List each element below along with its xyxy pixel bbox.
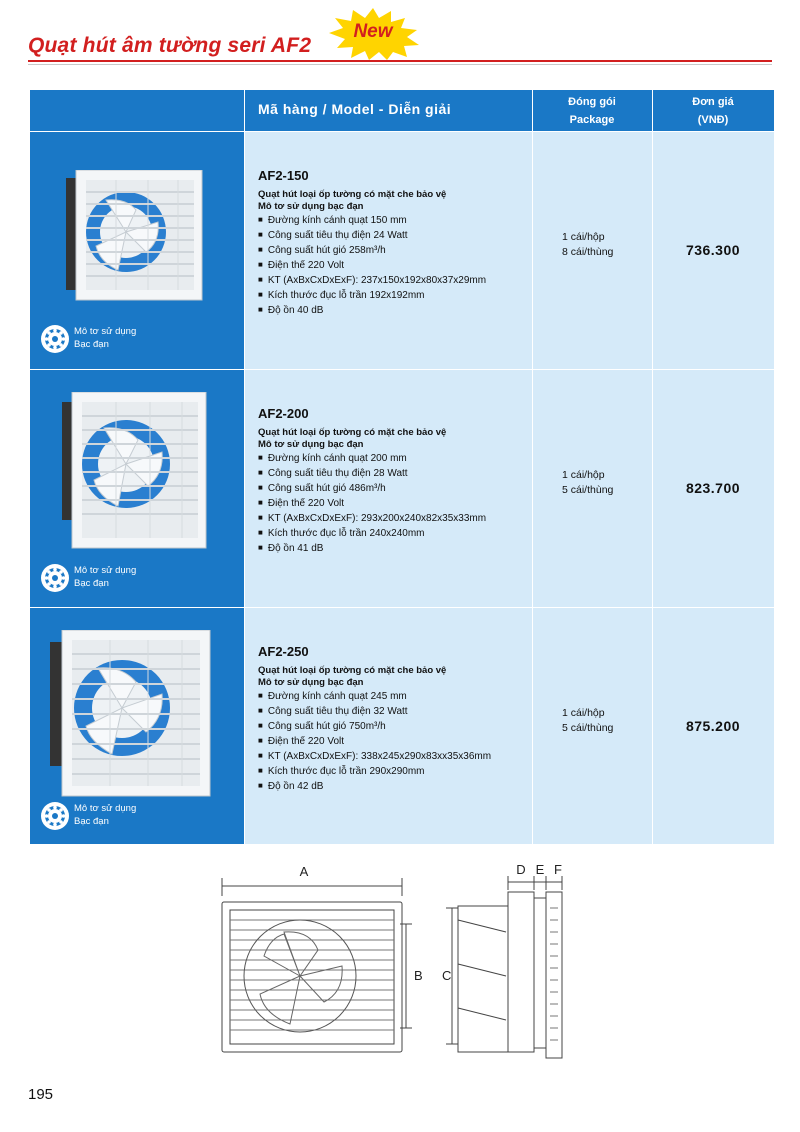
product-model: AF2-200 — [258, 406, 309, 421]
bearing-badge — [40, 322, 160, 362]
spec-item: ■ Kích thước đục lỗ trần 290x290mm — [258, 764, 491, 779]
spec-item: ■ Kích thước đục lỗ trần 240x240mm — [258, 526, 486, 541]
row-divider — [30, 607, 774, 608]
package-per-carton: 5 cái/thùng — [562, 484, 614, 496]
package-per-box: 1 cái/hộp — [562, 231, 605, 243]
column-divider — [244, 90, 245, 844]
dimension-label-d: D — [516, 862, 526, 877]
header-price — [652, 90, 774, 131]
product-description — [258, 189, 486, 318]
header-price-vi: Đơn giá — [692, 96, 734, 108]
package-per-box: 1 cái/hộp — [562, 469, 605, 481]
package-per-carton: 8 cái/thùng — [562, 246, 614, 258]
new-badge — [325, 8, 421, 60]
spec-item: ■ Độ ồn 41 dB — [258, 541, 486, 556]
header-price-unit: (VNĐ) — [697, 114, 729, 126]
product-row-af2-200 — [244, 370, 774, 607]
bearing-icon — [40, 801, 70, 831]
package-per-carton: 5 cái/thùng — [562, 722, 614, 734]
spec-item: ■ KT (AxBxCxDxExF): 338x245x290x83xx35x36mm — [258, 749, 491, 764]
dimension-label-f: F — [554, 862, 562, 877]
spec-item: ■ Đường kính cánh quạt 150 mm — [258, 213, 486, 228]
product-description — [258, 665, 491, 794]
dimension-label-c: C — [442, 968, 452, 983]
spec-item: ■ Điện thế 220 Volt — [258, 734, 491, 749]
spec-item: ■ Đường kính cánh quạt 200 mm — [258, 451, 486, 466]
bearing-label-line1: Mô tơ sử dụng — [74, 326, 137, 337]
description-line: Quạt hút loại ốp tường có mặt che bảo vệ — [258, 427, 447, 438]
bearing-text — [74, 325, 136, 351]
bearing-badge — [40, 561, 160, 601]
new-badge-label: New — [353, 21, 393, 42]
page-number: 195 — [28, 1086, 54, 1103]
bearing-text — [74, 564, 136, 590]
dimension-label-a: A — [299, 864, 309, 879]
column-divider — [532, 90, 533, 844]
description-line: Mô tơ sử dụng bạc đạn — [258, 439, 364, 450]
spec-item: ■ KT (AxBxCxDxExF): 237x150x192x80x37x29mm — [258, 273, 486, 288]
spec-item: ■ Công suất tiêu thụ điện 24 Watt — [258, 228, 486, 243]
bearing-label-line2: Bạc đạn — [74, 578, 109, 589]
spec-item: ■ Điện thế 220 Volt — [258, 496, 486, 511]
header-package-en: Package — [569, 114, 615, 126]
spec-item: ■ KT (AxBxCxDxExF): 293x200x240x82x35x33mm — [258, 511, 486, 526]
fan-product-image-af2-250 — [50, 630, 212, 798]
product-price: 823.700 — [685, 480, 741, 496]
dimension-label-e: E — [535, 862, 545, 877]
product-row-af2-150 — [244, 132, 774, 369]
description-line: Quạt hút loại ốp tường có mặt che bảo vệ — [258, 665, 447, 676]
fan-product-image-af2-200 — [62, 392, 208, 550]
spec-item: ■ Độ ồn 42 dB — [258, 779, 491, 794]
bearing-label-line1: Mô tơ sử dụng — [74, 565, 137, 576]
bearing-badge — [40, 799, 160, 839]
spec-item: ■ Công suất hút gió 486m³/h — [258, 481, 486, 496]
spec-item: ■ Công suất hút gió 258m³/h — [258, 243, 486, 258]
description-line: Quạt hút loại ốp tường có mặt che bảo vệ — [258, 189, 447, 200]
product-table — [30, 90, 774, 844]
column-divider — [652, 90, 653, 844]
product-model: AF2-150 — [258, 168, 309, 183]
spec-item: ■ Điện thế 220 Volt — [258, 258, 486, 273]
row-divider — [30, 131, 774, 132]
dimension-label-b: B — [414, 968, 423, 983]
product-price: 736.300 — [685, 242, 741, 258]
title-divider-secondary — [28, 64, 772, 65]
spec-item: ■ Công suất hút gió 750m³/h — [258, 719, 491, 734]
spec-item: ■ Kích thước đục lỗ trần 192x192mm — [258, 288, 486, 303]
spec-item: ■ Công suất tiêu thụ điện 32 Watt — [258, 704, 491, 719]
spec-item: ■ Độ ồn 40 dB — [258, 303, 486, 318]
spec-item: ■ Đường kính cánh quạt 245 mm — [258, 689, 491, 704]
package-per-box: 1 cái/hộp — [562, 707, 605, 719]
dimension-diagram — [200, 858, 600, 1068]
fan-product-image-af2-150 — [66, 170, 204, 310]
description-line: Mô tơ sử dụng bạc đạn — [258, 201, 364, 212]
description-line: Mô tơ sử dụng bạc đạn — [258, 677, 364, 688]
bearing-icon — [40, 563, 70, 593]
header-package-vi: Đóng gói — [568, 96, 616, 108]
row-divider — [30, 369, 774, 370]
product-description — [258, 427, 486, 556]
bearing-label-line2: Bạc đạn — [74, 816, 109, 827]
product-price: 875.200 — [685, 718, 741, 734]
bearing-label-line1: Mô tơ sử dụng — [74, 803, 137, 814]
page-title: Quạt hút âm tường seri AF2 — [28, 34, 312, 57]
side-view — [446, 876, 562, 1058]
header-package — [532, 90, 652, 131]
bearing-text — [74, 802, 136, 828]
title-divider — [28, 60, 772, 62]
spec-item: ■ Công suất tiêu thụ điện 28 Watt — [258, 466, 486, 481]
bearing-label-line2: Bạc đạn — [74, 339, 109, 350]
header-model: Mã hàng / Model - Diễn giải — [244, 90, 532, 131]
product-row-af2-250 — [244, 608, 774, 844]
bearing-icon — [40, 324, 70, 354]
product-model: AF2-250 — [258, 644, 309, 659]
front-view — [222, 878, 412, 1052]
